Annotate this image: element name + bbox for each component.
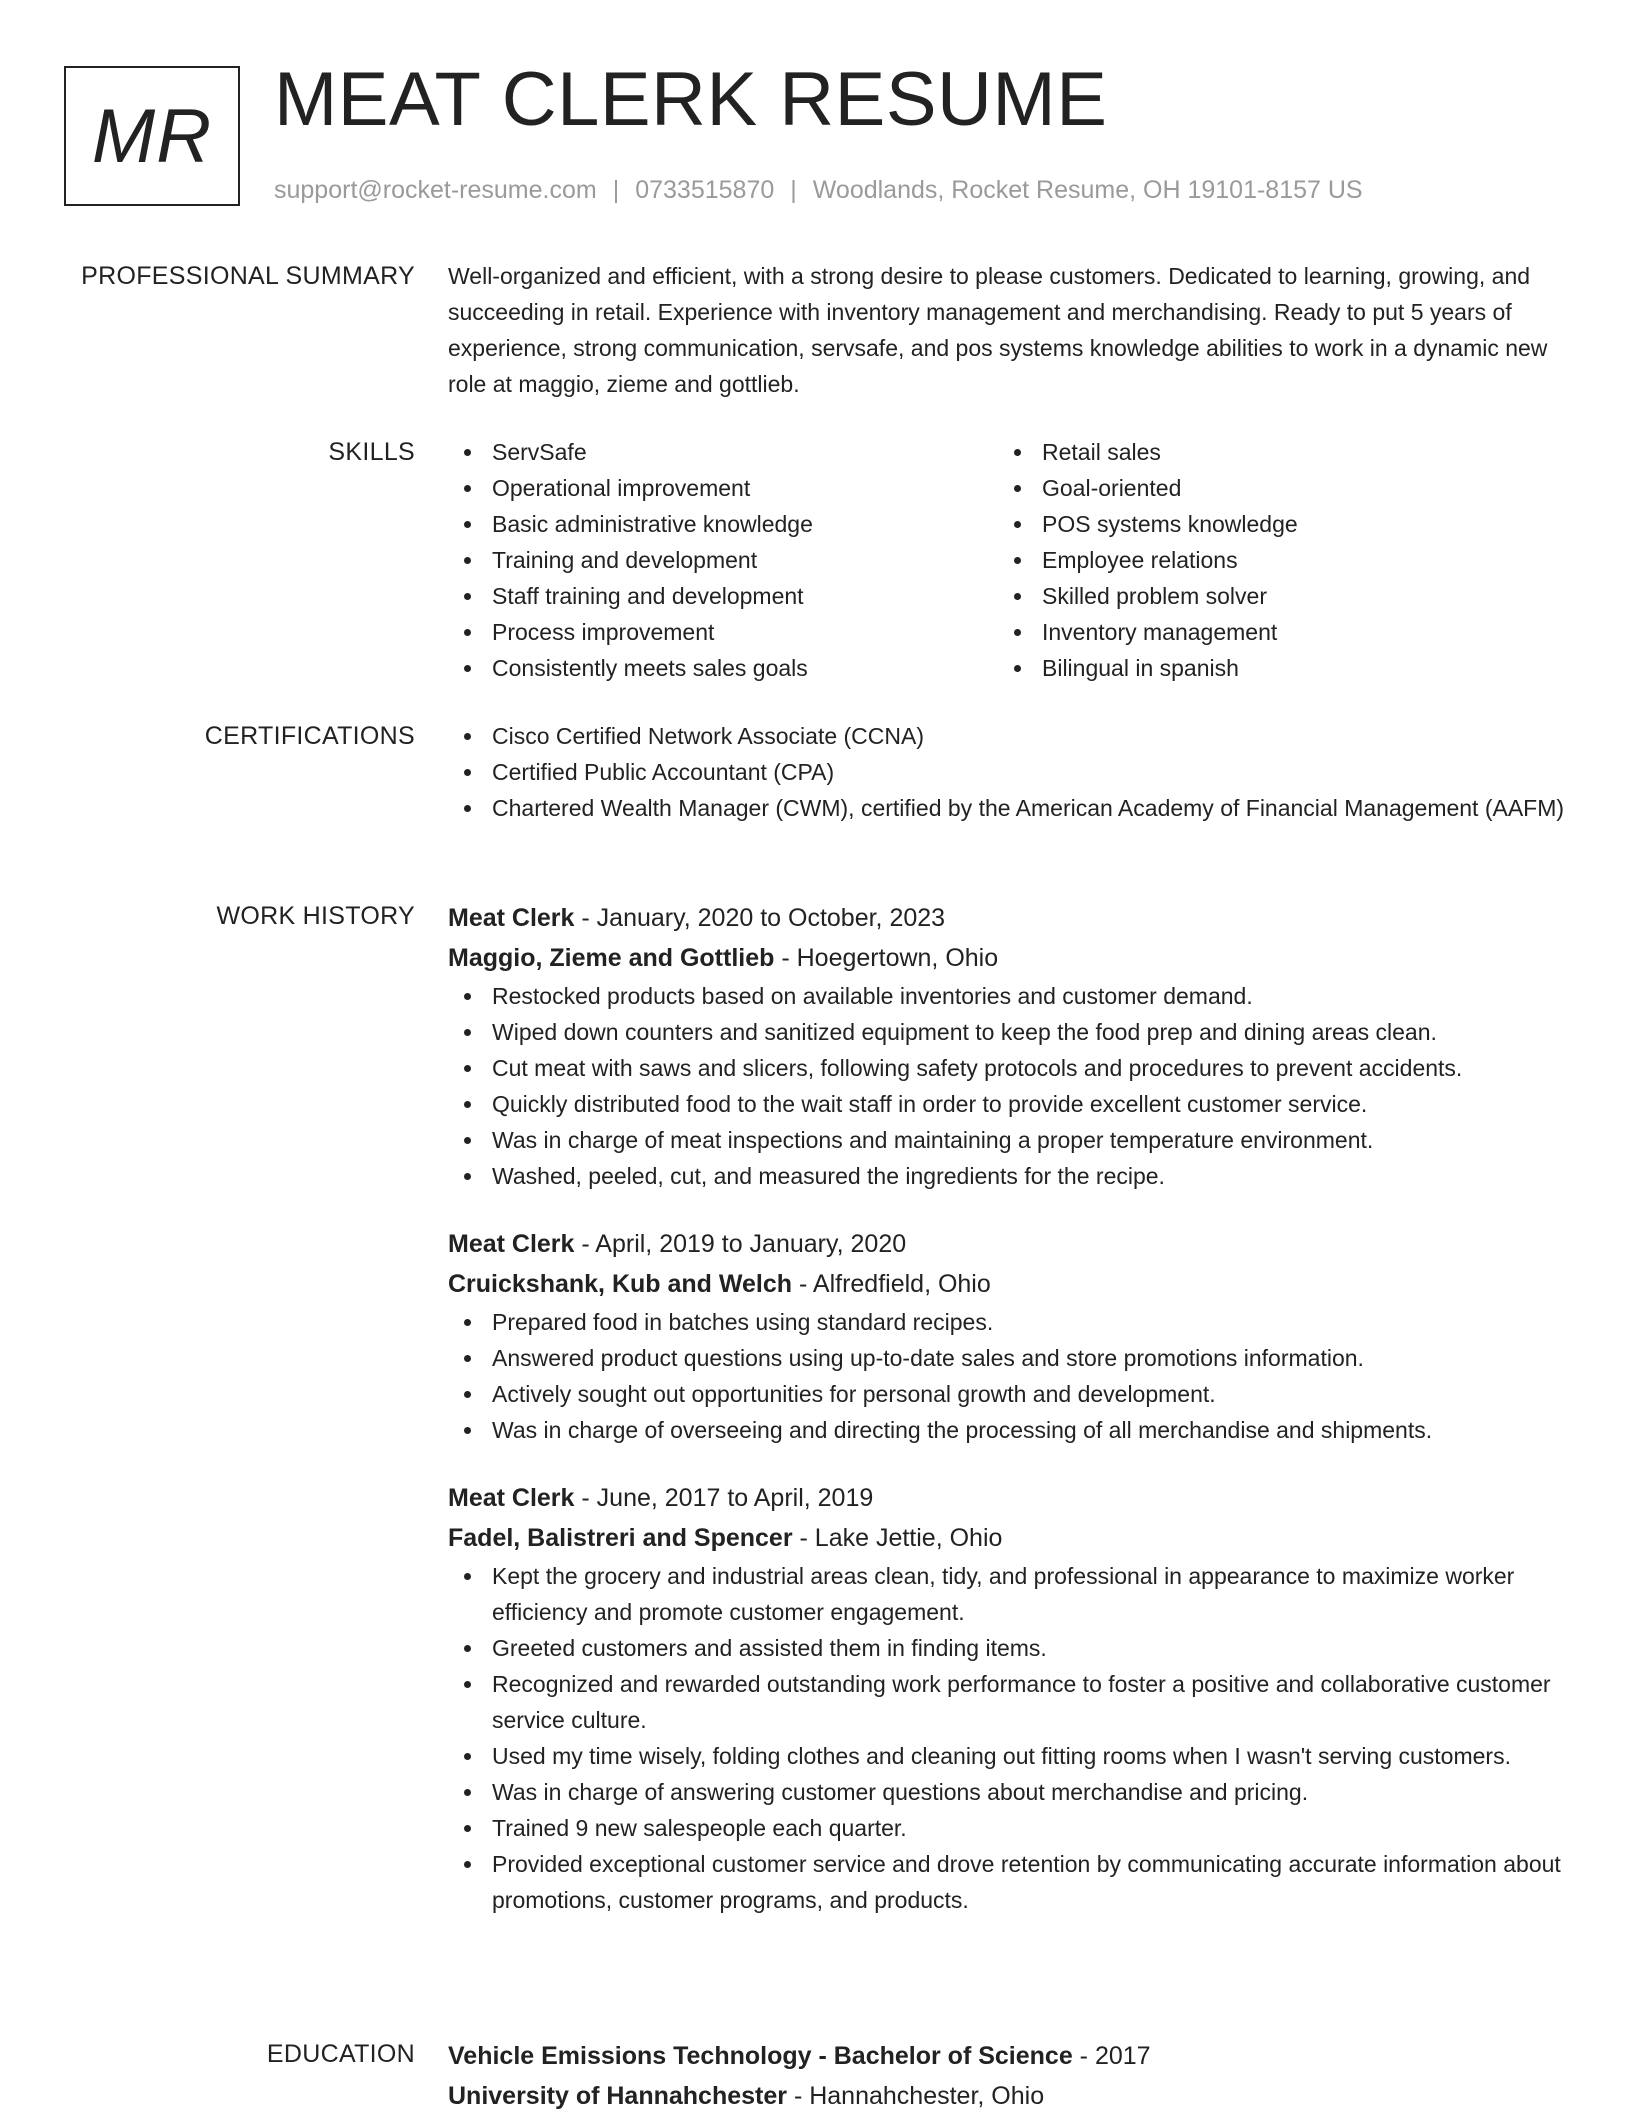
job-bullet: Provided exceptional customer service and drove retention by communicating accurate information about promotions, customer programs, and products. <box>448 1846 1568 1918</box>
section-label: PROFESSIONAL SUMMARY <box>81 262 415 290</box>
job-dates: - June, 2017 to April, 2019 <box>574 1484 874 1512</box>
job-location: - Alfredfield, Ohio <box>792 1270 991 1298</box>
education-location: - Hannahchester, Ohio <box>787 2082 1045 2110</box>
job-bullet: Restocked products based on available inventories and customer demand. <box>448 978 1568 1014</box>
education-year: - 2017 <box>1072 2042 1151 2070</box>
job-bullet: Kept the grocery and industrial areas clean, tidy, and professional in appearance to maximize worker efficiency and promote customer engagement. <box>448 1558 1568 1630</box>
contact-address: Woodlands, Rocket Resume, OH 19101-8157 US <box>812 176 1363 204</box>
contact-separator: | <box>612 176 620 204</box>
section-label: CERTIFICATIONS <box>204 722 415 750</box>
section-body <box>448 2036 1568 2116</box>
job-company: Fadel, Balistreri and Spencer <box>448 1524 793 1552</box>
job-bullet: Trained 9 new salespeople each quarter. <box>448 1810 1568 1846</box>
job-dates: - January, 2020 to October, 2023 <box>574 904 946 932</box>
job-bullet: Greeted customers and assisted them in finding items. <box>448 1630 1568 1666</box>
job-entry <box>448 1478 1568 1918</box>
job-company-line <box>448 1264 1568 1304</box>
skill-item: ServSafe <box>448 434 998 470</box>
skill-item: Consistently meets sales goals <box>448 650 998 686</box>
job-location: - Hoegertown, Ohio <box>774 944 999 972</box>
section-label: SKILLS <box>328 438 415 466</box>
job-bullets <box>448 1558 1568 1918</box>
skills-list-left <box>448 434 998 686</box>
job-bullet: Was in charge of overseeing and directing the processing of all merchandise and shipments. <box>448 1412 1568 1448</box>
job-bullet: Was in charge of meat inspections and maintaining a proper temperature environment. <box>448 1122 1568 1158</box>
job-title-line <box>448 1224 1568 1264</box>
job-company-line <box>448 1518 1568 1558</box>
job-entry <box>448 898 1568 1194</box>
section-label: EDUCATION <box>266 2040 415 2068</box>
job-title: Meat Clerk <box>448 1230 575 1258</box>
monogram-logo: MR <box>64 66 240 206</box>
skill-item: Operational improvement <box>448 470 998 506</box>
skill-item: Staff training and development <box>448 578 998 614</box>
contact-email: support@rocket-resume.com <box>274 176 597 204</box>
job-bullet: Was in charge of answering customer questions about merchandise and pricing. <box>448 1774 1568 1810</box>
skill-item: Employee relations <box>998 542 1548 578</box>
job-company: Cruickshank, Kub and Welch <box>448 1270 793 1298</box>
section-body <box>448 258 1568 402</box>
job-bullet: Quickly distributed food to the wait staff in order to provide excellent customer service. <box>448 1086 1568 1122</box>
job-title-line <box>448 1478 1568 1518</box>
contact-phone: 0733515870 <box>635 176 775 204</box>
job-bullet: Answered product questions using up-to-date sales and store promotions information. <box>448 1340 1568 1376</box>
job-entry <box>448 1224 1568 1448</box>
job-bullets <box>448 978 1568 1194</box>
job-bullet: Wiped down counters and sanitized equipment to keep the food prep and dining areas clean. <box>448 1014 1568 1050</box>
job-dates: - April, 2019 to January, 2020 <box>574 1230 907 1258</box>
job-bullet: Actively sought out opportunities for personal growth and development. <box>448 1376 1568 1412</box>
skill-item: Inventory management <box>998 614 1548 650</box>
education-degree: Vehicle Emissions Technology - Bachelor of Science <box>448 2042 1073 2070</box>
job-title: Meat Clerk <box>448 904 575 932</box>
section-body <box>448 898 1568 1918</box>
job-bullet: Prepared food in batches using standard recipes. <box>448 1304 1568 1340</box>
skill-item: Training and development <box>448 542 998 578</box>
resume-title: MEAT CLERK RESUME <box>274 57 1108 142</box>
skill-item: Skilled problem solver <box>998 578 1548 614</box>
job-title-line <box>448 898 1568 938</box>
job-company-line <box>448 938 1568 978</box>
education-school-line <box>448 2076 1568 2116</box>
education-degree-line <box>448 2036 1568 2076</box>
job-title: Meat Clerk <box>448 1484 575 1512</box>
job-bullets <box>448 1304 1568 1448</box>
section-body <box>448 718 1568 826</box>
job-location: - Lake Jettie, Ohio <box>792 1524 1003 1552</box>
certification-item: Chartered Wealth Manager (CWM), certified by the American Academy of Financial Management (AAFM) <box>448 790 1568 826</box>
education-school: University of Hannahchester <box>448 2082 787 2110</box>
certifications-list <box>448 718 1568 826</box>
skills-grid <box>448 434 1568 686</box>
job-bullet: Recognized and rewarded outstanding work performance to foster a positive and collaborative customer service culture. <box>448 1666 1568 1738</box>
certification-item: Cisco Certified Network Associate (CCNA) <box>448 718 1568 754</box>
contact-separator: | <box>790 176 797 204</box>
contact-line <box>274 174 1363 206</box>
certification-item: Certified Public Accountant (CPA) <box>448 754 1568 790</box>
skill-item: Process improvement <box>448 614 998 650</box>
skill-item: POS systems knowledge <box>998 506 1548 542</box>
section-body <box>448 434 1568 686</box>
job-bullet: Used my time wisely, folding clothes and cleaning out fitting rooms when I wasn't serving customers. <box>448 1738 1568 1774</box>
skill-item: Retail sales <box>998 434 1548 470</box>
skill-item: Goal-oriented <box>998 470 1548 506</box>
job-company: Maggio, Zieme and Gottlieb <box>448 944 775 972</box>
section-label: WORK HISTORY <box>216 902 415 930</box>
skill-item: Bilingual in spanish <box>998 650 1548 686</box>
skills-list-right <box>998 434 1548 686</box>
summary-text: Well-organized and efficient, with a strong desire to please customers. Dedicated to learning, growing, and succeeding in retail. Experience with inventory management and merchandising. Ready to put 5 years of experience, strong communication, servsafe, and pos systems knowledge abilities to work in a dynamic new role at maggio, zieme and gottlieb. <box>448 263 1548 397</box>
skill-item: Basic administrative knowledge <box>448 506 998 542</box>
job-bullet: Cut meat with saws and slicers, following safety protocols and procedures to prevent accidents. <box>448 1050 1568 1086</box>
job-bullet: Washed, peeled, cut, and measured the ingredients for the recipe. <box>448 1158 1568 1194</box>
